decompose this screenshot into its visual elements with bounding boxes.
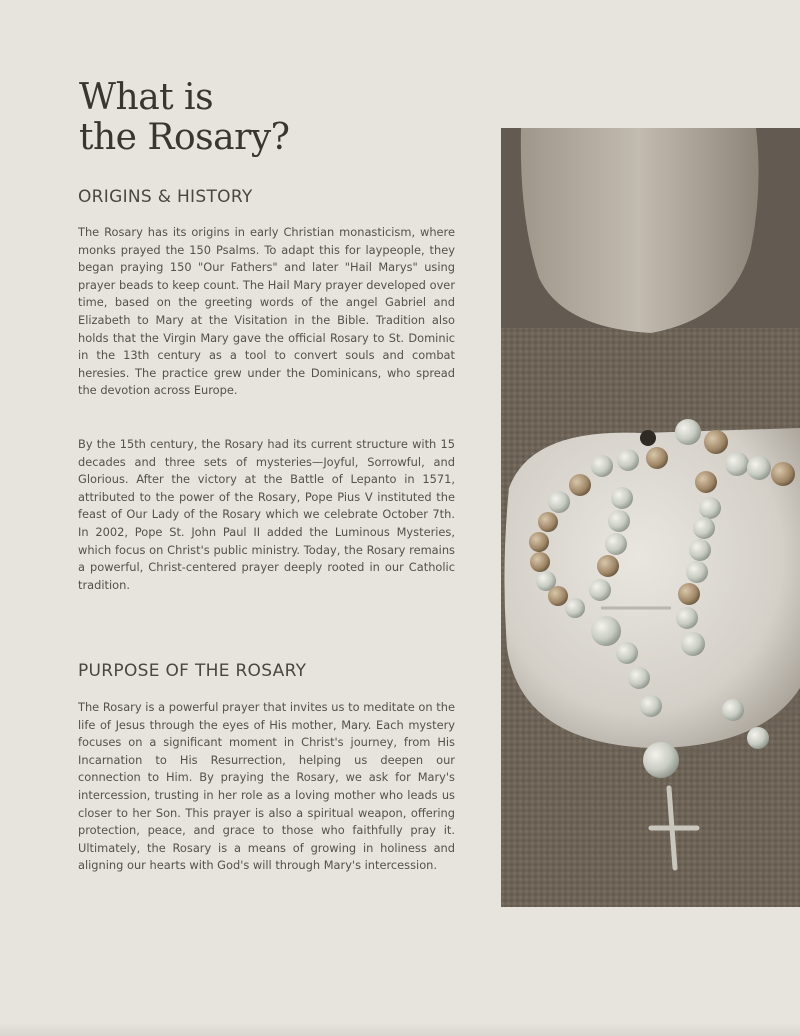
purpose-paragraph: The Rosary is a powerful prayer that invites us to meditate on the life of Jesus through the eyes of His mother, Mary. Each mystery focuses on a significant moment in Christ's journey, from His Incarnation to His Resurrection, helping us deepen our connection to Him. By praying the Rosary, we ask for Mary's intercession, trusting in her role as a loving mother who leads us closer to her Son. This prayer is also a spiritual weapon, offering protection, peace, and grace to those who faithfully pray it. Ultimately, the Rosary is a means of growing in holiness and aligning our hearts with God's will through Mary's intercession. — [78, 700, 455, 873]
page-title-line-1: What is — [79, 77, 214, 118]
rosary-photo — [501, 128, 800, 907]
page-bottom-edge — [0, 1022, 800, 1036]
page-title — [79, 78, 289, 158]
origins-heading: ORIGINS & HISTORY — [78, 187, 253, 207]
purpose-heading: PURPOSE OF THE ROSARY — [78, 661, 307, 681]
origins-paragraph-2: By the 15th century, the Rosary had its current structure with 15 decades and three sets of mysteries—Joyful, Sorrowful, and Glorious. After the victory at the Battle of Lepanto in 1571, attributed to the power of the Rosary, Pope Pius V instituted the feast of Our Lady of the Rosary which we celebrate October 7th. In 2002, Pope St. John Paul II added the Luminous Mysteries, which focus on Christ's public ministry. Today, the Rosary remains a powerful, Christ-centered prayer deeply rooted in our Catholic tradition. — [78, 437, 455, 592]
origins-paragraph-1: The Rosary has its origins in early Christian monasticism, where monks prayed the 150 Psalms. To adapt this for laypeople, they began praying 150 "Our Fathers" and later "Hail Marys" using prayer beads to keep count. The Hail Mary prayer developed over time, based on the greeting words of the angel Gabriel and Elizabeth to Mary at the Visitation in the Bible. Tradition also holds that the Virgin Mary gave the official Rosary to St. Dominic in the 13th century as a tool to convert souls and combat heresies. The practice grew under the Dominicans, who spread the devotion across Europe. — [78, 225, 455, 398]
page-title-line-2: the Rosary? — [79, 117, 290, 158]
